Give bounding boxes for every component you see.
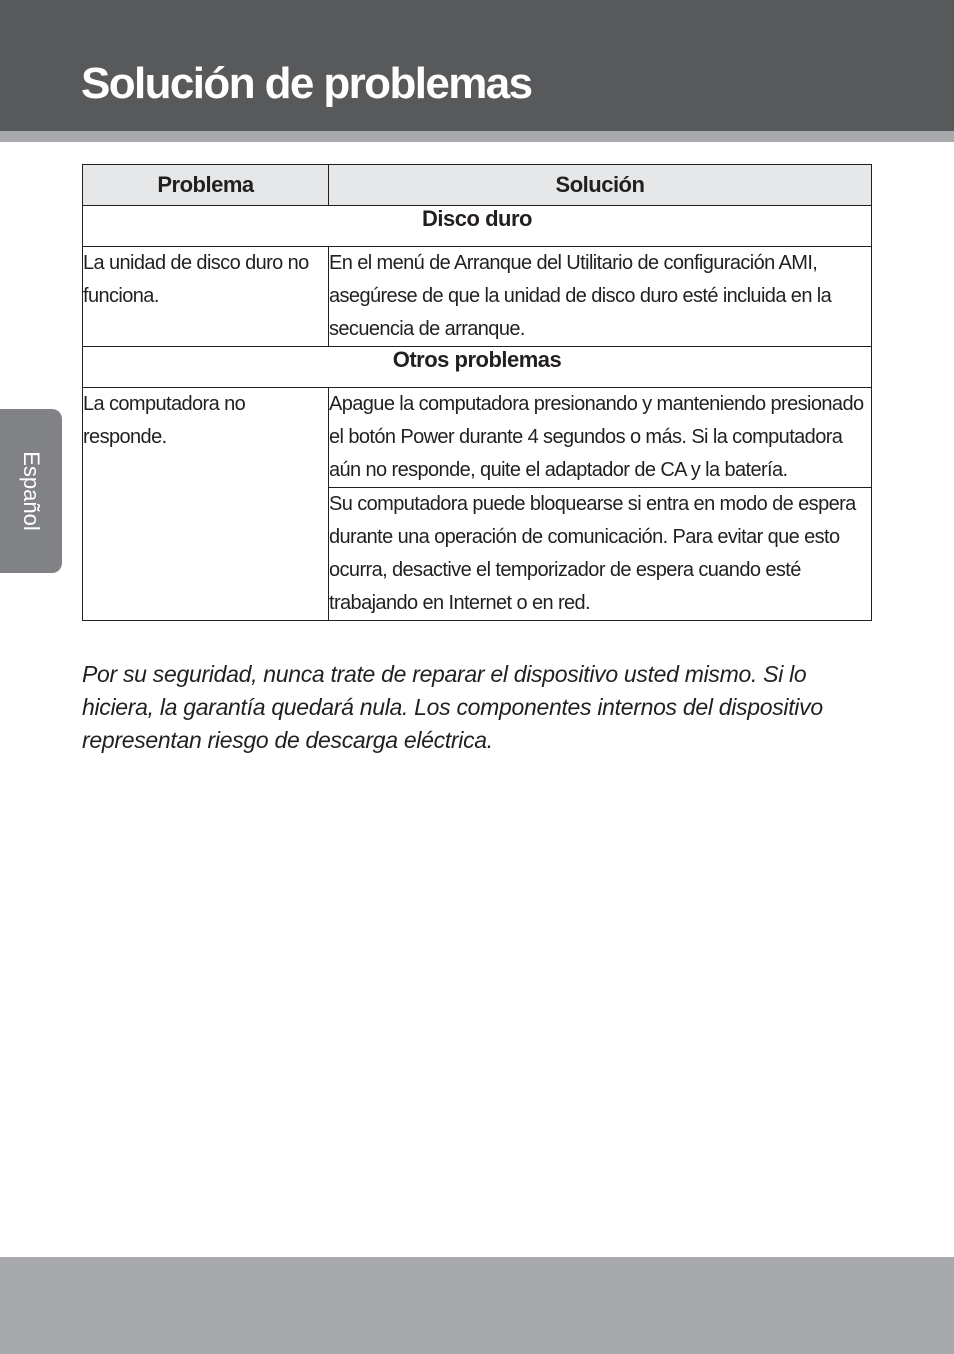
problem-cell: La computadora no responde. [83, 388, 329, 621]
problem-column-header: Problema [83, 165, 329, 206]
solution-cell: Su computadora puede bloquearse si entra en modo de espera durante una operación de comunicación. Para evitar que esto ocurra, desactive el temporizador de espera cuando esté trabajando en Internet o en red. [329, 488, 872, 621]
problem-cell: La unidad de disco duro no funciona. [83, 247, 329, 347]
section-title: Disco duro [83, 206, 872, 247]
header-stripe [0, 131, 954, 142]
page-title: Solución de problemas [81, 59, 532, 108]
section-title: Otros problemas [83, 347, 872, 388]
table-row [83, 388, 872, 488]
safety-note: Por su seguridad, nunca trate de reparar el dispositivo usted mismo. Si lo hiciera, la garantía quedará nula. Los componentes internos del dispositivo representan riesgo de descarga eléctrica. [82, 661, 823, 753]
section-row-other-problems [83, 347, 872, 388]
solution-cell: En el menú de Arranque del Utilitario de configuración AMI, asegúrese de que la unidad de disco duro esté incluida en la secuencia de arranque. [329, 247, 872, 347]
solution-column-header: Solución [329, 165, 872, 206]
language-side-tab [0, 409, 62, 573]
troubleshooting-table [82, 164, 872, 621]
table-header-row [83, 165, 872, 206]
table-row [83, 247, 872, 347]
section-row-hard-disk [83, 206, 872, 247]
solution-cell: Apague la computadora presionando y manteniendo presionado el botón Power durante 4 segundos o más. Si la computadora aún no responde, quite el adaptador de CA y la batería. [329, 388, 872, 488]
footer-band [0, 1257, 954, 1354]
language-tab-label: Español [19, 451, 44, 531]
